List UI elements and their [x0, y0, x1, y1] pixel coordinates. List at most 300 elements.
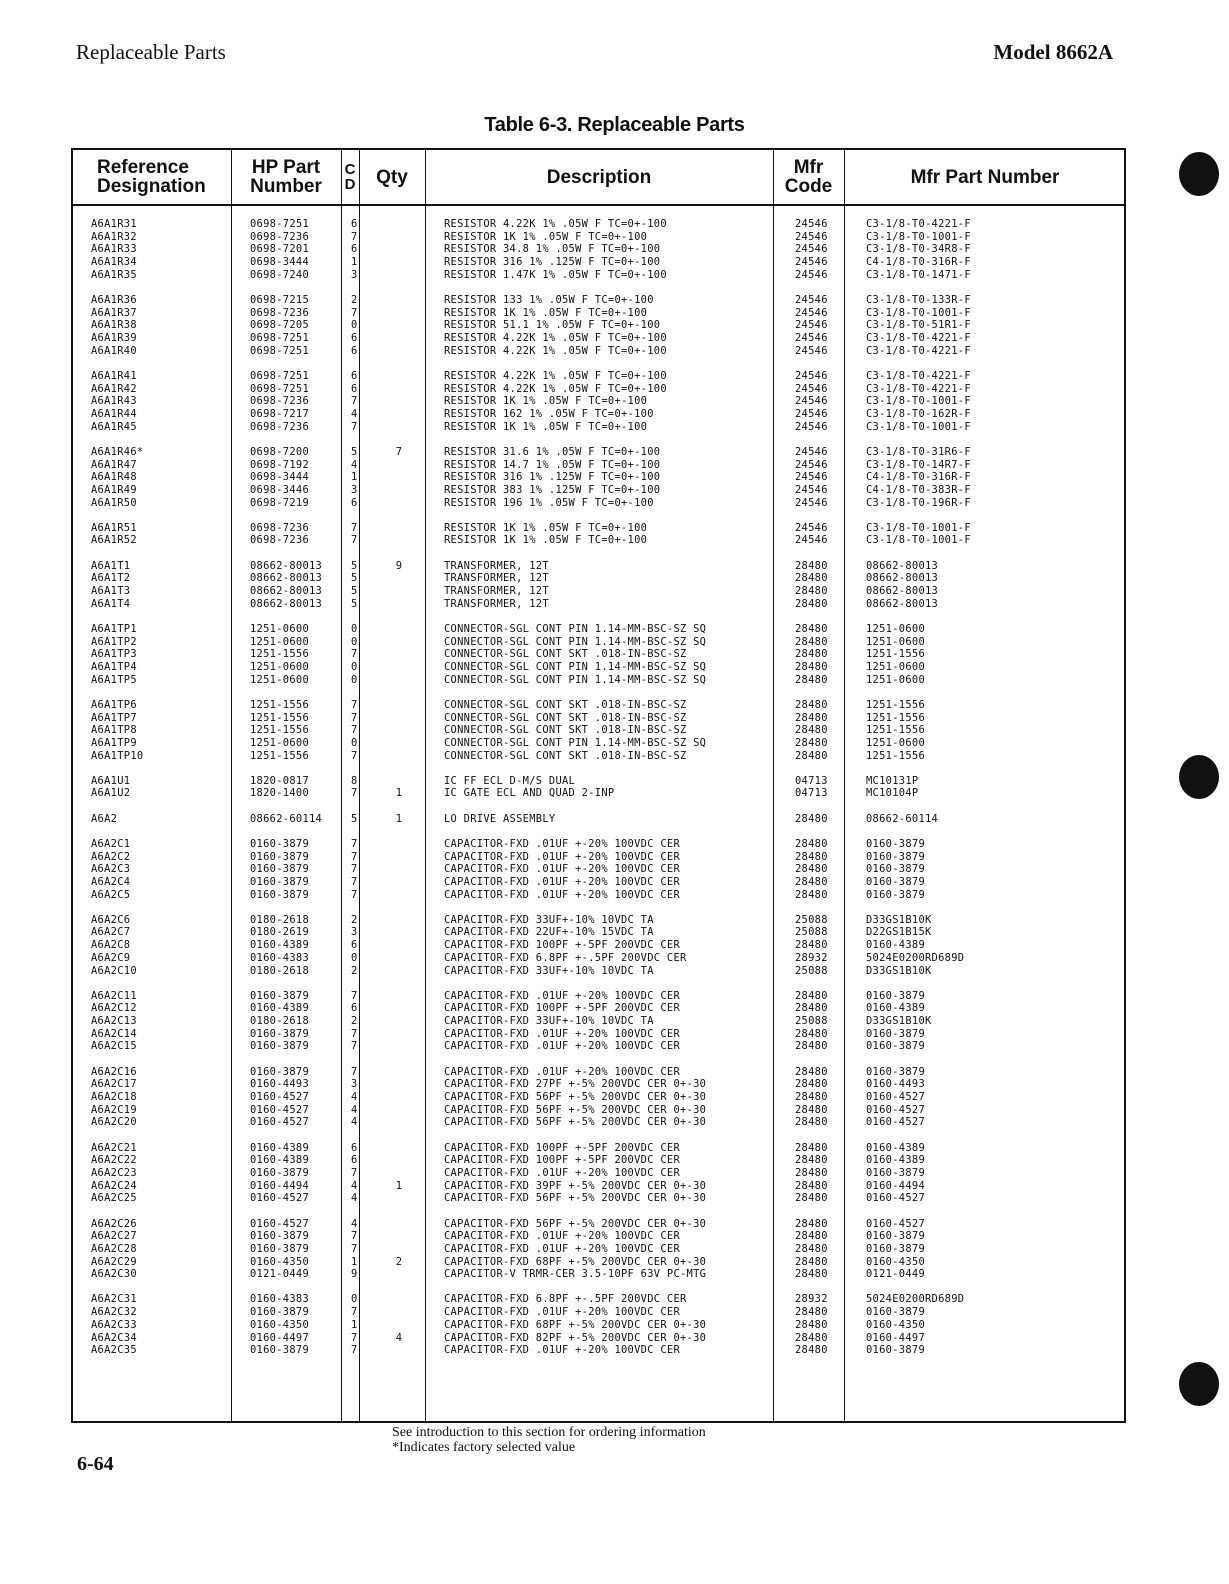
cell-mpn: C4-1/8-T0-383R-F	[866, 483, 971, 496]
table-row	[73, 218, 1124, 231]
cell-mpn: D33GS1B10K	[866, 913, 932, 926]
cell-cd: 4	[351, 1192, 358, 1205]
cell-code: 28480	[795, 660, 828, 673]
col-header-text: Reference Designation	[97, 157, 206, 197]
table-row	[73, 1230, 1124, 1243]
cell-code: 28480	[795, 1306, 828, 1319]
cell-ref: A6A2C21	[91, 1141, 137, 1154]
cell-code: 24546	[795, 218, 828, 230]
cell-ref: A6A1R31	[91, 218, 137, 230]
table-row	[73, 319, 1124, 332]
cell-code: 28480	[795, 1242, 828, 1255]
cell-desc: RESISTOR 1K 1% .05W F TC=0+-100	[444, 521, 648, 534]
table-row	[73, 585, 1124, 598]
cell-pn: 0160-4527	[250, 1116, 310, 1129]
cell-code: 25088	[795, 964, 828, 977]
cell-pn: 08662-80013	[250, 597, 323, 610]
cell-code: 28480	[795, 711, 828, 724]
cell-mpn: 0160-3879	[866, 989, 926, 1002]
cell-cd: 5	[351, 597, 358, 610]
cell-pn: 0160-4494	[250, 1179, 310, 1192]
cell-code: 28480	[795, 888, 828, 901]
cell-mpn: C3-1/8-T0-31R6-F	[866, 445, 971, 458]
table-row	[73, 1306, 1124, 1319]
cell-code: 28480	[795, 1344, 828, 1357]
cell-cd: 7	[351, 1230, 358, 1243]
cell-cd: 7	[351, 698, 358, 711]
cell-pn: 0160-3879	[250, 1344, 310, 1357]
table-row	[73, 459, 1124, 472]
cell-qty: 1	[395, 1179, 403, 1192]
cell-ref: A6A2C2	[91, 850, 131, 863]
parts-rows	[73, 218, 1124, 1357]
table-row	[73, 471, 1124, 484]
table-row	[73, 712, 1124, 725]
table-row	[73, 307, 1124, 320]
cell-desc: CAPACITOR-FXD 22UF+-10% 15VDC TA	[444, 926, 654, 939]
table-row	[73, 256, 1124, 269]
table-row	[73, 775, 1124, 788]
cell-cd: 6	[351, 344, 358, 357]
cell-cd: 0	[351, 736, 358, 749]
cell-cd: 1	[351, 471, 358, 484]
cell-pn: 0160-3879	[250, 1242, 310, 1255]
cell-cd: 0	[351, 622, 358, 635]
cell-code: 24546	[795, 534, 828, 547]
cell-ref: A6A2C14	[91, 1027, 137, 1040]
cell-cd: 0	[351, 951, 358, 964]
cell-cd: 5	[351, 572, 358, 585]
cell-desc: CAPACITOR-FXD .01UF +-20% 100VDC CER	[444, 837, 681, 850]
cell-pn: 0698-7251	[250, 218, 310, 230]
cell-desc: CAPACITOR-FXD 33UF+-10% 10VDC TA	[444, 913, 654, 926]
cell-desc: CAPACITOR-FXD 100PF +-5PF 200VDC CER	[444, 1002, 681, 1015]
table-row	[73, 952, 1124, 965]
cell-desc: CAPACITOR-FXD .01UF +-20% 100VDC CER	[444, 1065, 681, 1078]
cell-desc: TRANSFORMER, 12T	[444, 585, 549, 597]
cell-code: 24546	[795, 319, 828, 332]
cell-code: 24546	[795, 483, 828, 496]
cell-mpn: 0160-3879	[866, 888, 926, 901]
cell-pn: 1251-1556	[250, 711, 310, 724]
table-row	[73, 737, 1124, 750]
col-header-qty	[359, 150, 425, 204]
cell-cd: 7	[351, 711, 358, 724]
cell-pn: 0160-3879	[250, 1166, 310, 1179]
cell-code: 24546	[795, 407, 828, 420]
cell-mpn: 0160-4350	[866, 1255, 926, 1268]
cell-code: 28480	[795, 989, 828, 1002]
cell-cd: 3	[351, 268, 358, 281]
table-row	[73, 269, 1124, 282]
cell-cd: 0	[351, 635, 358, 648]
cell-mpn: C4-1/8-T0-316R-F	[866, 471, 971, 484]
cell-cd: 8	[351, 774, 358, 787]
cell-pn: 1251-0600	[250, 673, 310, 686]
table-row	[73, 598, 1124, 611]
table-row	[73, 345, 1124, 358]
cell-code: 28480	[795, 1166, 828, 1179]
cell-mpn: MC10104P	[866, 787, 919, 800]
cell-pn: 1820-1400	[250, 787, 310, 800]
cell-code: 04713	[795, 774, 828, 787]
cell-code: 28480	[795, 1078, 828, 1091]
cell-cd: 7	[351, 850, 358, 863]
cell-code: 24546	[795, 293, 828, 306]
cell-desc: RESISTOR 1K 1% .05W F TC=0+-100	[444, 306, 648, 319]
cell-pn: 1251-0600	[250, 635, 310, 648]
cell-desc: CAPACITOR-FXD 82PF +-5% 200VDC CER 0+-30	[444, 1331, 707, 1344]
cell-cd: 1	[351, 1318, 358, 1331]
cell-desc: LO DRIVE ASSEMBLY	[444, 812, 556, 825]
table-row	[73, 965, 1124, 978]
cell-ref: A6A1R42	[91, 382, 137, 395]
cell-cd: 6	[351, 496, 358, 509]
cell-pn: 0698-7236	[250, 521, 310, 534]
cell-code: 28480	[795, 559, 828, 572]
cell-code: 28480	[795, 1192, 828, 1205]
cell-code: 24546	[795, 243, 828, 256]
cell-qty: 4	[395, 1331, 403, 1344]
cell-mpn: 0160-4497	[866, 1331, 926, 1344]
cell-code: 24546	[795, 445, 828, 458]
cell-pn: 0698-7236	[250, 230, 310, 243]
cell-cd: 7	[351, 534, 358, 547]
table-row	[73, 1015, 1124, 1028]
cell-cd: 7	[351, 787, 358, 800]
cell-desc: TRANSFORMER, 12T	[444, 572, 549, 585]
cell-mpn: 0160-4527	[866, 1091, 926, 1103]
cell-cd: 9	[351, 1268, 358, 1281]
cell-ref: A6A1T2	[91, 572, 131, 585]
cell-ref: A6A2C1	[91, 837, 131, 850]
cell-mpn: C4-1/8-T0-316R-F	[866, 256, 971, 269]
col-header-description	[425, 150, 773, 204]
col-header-mfr-part-number	[844, 150, 1126, 204]
page-number: 6-64	[77, 1453, 114, 1475]
cell-qty: 1	[395, 812, 403, 825]
cell-cd: 4	[351, 458, 358, 471]
cell-cd: 6	[351, 243, 358, 256]
cell-cd: 7	[351, 420, 358, 433]
table-row	[73, 497, 1124, 510]
cell-desc: CONNECTOR-SGL CONT SKT .018-IN-BSC-SZ	[444, 724, 687, 737]
cell-desc: RESISTOR 133 1% .05W F TC=0+-100	[444, 293, 654, 306]
cell-pn: 0160-4497	[250, 1331, 310, 1344]
cell-code: 24546	[795, 230, 828, 243]
cell-mpn: 1251-1556	[866, 749, 926, 762]
cell-code: 24546	[795, 344, 828, 357]
cell-cd: 7	[351, 863, 358, 876]
cell-ref: A6A1R38	[91, 319, 137, 332]
cell-ref: A6A2C18	[91, 1091, 137, 1103]
cell-mpn: C3-1/8-T0-51R1-F	[866, 319, 971, 332]
table-row	[73, 851, 1124, 864]
cell-mpn: 0160-3879	[866, 875, 926, 888]
cell-cd: 6	[351, 332, 358, 344]
cell-cd: 7	[351, 989, 358, 1002]
cell-desc: CAPACITOR-FXD 27PF +-5% 200VDC CER 0+-30	[444, 1078, 707, 1091]
cell-ref: A6A2C29	[91, 1255, 137, 1268]
table-row	[73, 1116, 1124, 1129]
cell-code: 28480	[795, 812, 828, 825]
table-row	[73, 1218, 1124, 1231]
cell-mpn: C3-1/8-T0-133R-F	[866, 293, 971, 306]
cell-pn: 08662-80013	[250, 572, 323, 585]
cell-mpn: D33GS1B10K	[866, 964, 932, 977]
cell-desc: RESISTOR 316 1% .125W F TC=0+-100	[444, 256, 661, 269]
table-row	[73, 484, 1124, 497]
cell-pn: 0698-7236	[250, 534, 310, 547]
col-header-text: C D	[344, 161, 356, 193]
cell-mpn: 0160-3879	[866, 850, 926, 863]
cell-code: 24546	[795, 332, 828, 344]
col-header-hp-part-number	[231, 150, 341, 204]
cell-ref: A6A1TP10	[91, 749, 144, 762]
cell-cd: 7	[351, 395, 358, 408]
table-row	[73, 395, 1124, 408]
cell-pn: 0698-7215	[250, 293, 310, 306]
cell-ref: A6A1R37	[91, 306, 137, 319]
cell-mpn: 1251-0600	[866, 660, 926, 673]
cell-mpn: 08662-60114	[866, 812, 939, 825]
cell-desc: RESISTOR 1K 1% .05W F TC=0+-100	[444, 395, 648, 408]
cell-cd: 5	[351, 559, 358, 572]
cell-ref: A6A2C17	[91, 1078, 137, 1091]
cell-ref: A6A2C15	[91, 1040, 137, 1053]
cell-ref: A6A1R50	[91, 496, 137, 509]
cell-pn: 0180-2619	[250, 926, 310, 939]
cell-mpn: 0160-4389	[866, 939, 926, 952]
table-row	[73, 939, 1124, 952]
table-row	[73, 1066, 1124, 1079]
cell-desc: RESISTOR 4.22K 1% .05W F TC=0+-100	[444, 369, 667, 382]
cell-pn: 0160-3879	[250, 837, 310, 850]
cell-ref: A6A1TP1	[91, 622, 137, 635]
table-row	[73, 1154, 1124, 1167]
cell-mpn: C3-1/8-T0-1001-F	[866, 521, 971, 534]
cell-pn: 0698-7217	[250, 407, 310, 420]
cell-code: 28480	[795, 1179, 828, 1192]
cell-ref: A6A1R51	[91, 521, 137, 534]
cell-code: 24546	[795, 256, 828, 269]
cell-desc: RESISTOR 4.22K 1% .05W F TC=0+-100	[444, 218, 667, 230]
cell-cd: 6	[351, 1141, 358, 1154]
cell-desc: RESISTOR 316 1% .125W F TC=0+-100	[444, 471, 661, 484]
cell-cd: 7	[351, 1242, 358, 1255]
cell-pn: 0160-4389	[250, 939, 310, 952]
cell-mpn: C3-1/8-T0-4221-F	[866, 218, 971, 230]
cell-ref: A6A2C4	[91, 875, 131, 888]
cell-pn: 0160-4383	[250, 951, 310, 964]
cell-ref: A6A2C13	[91, 1015, 137, 1028]
cell-code: 24546	[795, 369, 828, 382]
table-row	[73, 1104, 1124, 1117]
cell-cd: 7	[351, 837, 358, 850]
cell-pn: 0160-4350	[250, 1255, 310, 1268]
factory-selected-note: *Indicates factory selected value	[392, 1440, 576, 1455]
cell-desc: CAPACITOR-FXD .01UF +-20% 100VDC CER	[444, 850, 681, 863]
cell-pn: 0160-4383	[250, 1293, 310, 1306]
cell-mpn: 0160-3879	[866, 837, 926, 850]
cell-ref: A6A1T3	[91, 585, 131, 597]
cell-pn: 0698-7251	[250, 344, 310, 357]
cell-ref: A6A1R35	[91, 268, 137, 281]
table-row	[73, 332, 1124, 345]
cell-mpn: 1251-0600	[866, 736, 926, 749]
cell-mpn: C3-1/8-T0-14R7-F	[866, 458, 971, 471]
cell-qty: 9	[395, 559, 403, 572]
cell-desc: RESISTOR 4.22K 1% .05W F TC=0+-100	[444, 344, 667, 357]
cell-ref: A6A2C22	[91, 1154, 137, 1167]
cell-ref: A6A2C12	[91, 1002, 137, 1015]
binder-hole	[1179, 152, 1219, 196]
cell-code: 24546	[795, 458, 828, 471]
cell-pn: 0698-7251	[250, 332, 310, 344]
table-row	[73, 699, 1124, 712]
table-row	[73, 1180, 1124, 1193]
cell-cd: 1	[351, 1255, 358, 1268]
cell-pn: 0160-4527	[250, 1217, 310, 1230]
cell-desc: RESISTOR 4.22K 1% .05W F TC=0+-100	[444, 382, 667, 395]
cell-ref: A6A1R48	[91, 471, 137, 484]
cell-pn: 0180-2618	[250, 1015, 310, 1028]
binder-hole	[1179, 1362, 1219, 1406]
cell-mpn: C3-1/8-T0-1001-F	[866, 306, 971, 319]
cell-ref: A6A2C24	[91, 1179, 137, 1192]
cell-ref: A6A1R45	[91, 420, 137, 433]
table-row	[73, 383, 1124, 396]
cell-ref: A6A2C9	[91, 951, 131, 964]
cell-cd: 7	[351, 888, 358, 901]
cell-desc: RESISTOR 4.22K 1% .05W F TC=0+-100	[444, 332, 667, 344]
cell-code: 28480	[795, 749, 828, 762]
cell-cd: 7	[351, 1331, 358, 1344]
cell-code: 28480	[795, 939, 828, 952]
cell-cd: 7	[351, 648, 358, 661]
cell-desc: CONNECTOR-SGL CONT PIN 1.14-MM-BSC-SZ SQ	[444, 660, 707, 673]
table-row	[73, 231, 1124, 244]
cell-mpn: 1251-0600	[866, 622, 926, 635]
cell-ref: A6A1TP7	[91, 711, 137, 724]
cell-code: 28480	[795, 724, 828, 737]
cell-cd: 7	[351, 1065, 358, 1078]
table-row	[73, 243, 1124, 256]
col-header-text: Description	[546, 166, 652, 188]
parts-table	[71, 148, 1126, 1423]
cell-code: 28480	[795, 1255, 828, 1268]
running-header-model: Model 8662A	[993, 40, 1113, 64]
table-row	[73, 1040, 1124, 1053]
cell-pn: 0160-3879	[250, 1065, 310, 1078]
cell-desc: CAPACITOR-FXD .01UF +-20% 100VDC CER	[444, 1230, 681, 1243]
cell-desc: CONNECTOR-SGL CONT SKT .018-IN-BSC-SZ	[444, 648, 687, 661]
cell-ref: A6A1R41	[91, 369, 137, 382]
cell-cd: 5	[351, 812, 358, 825]
col-header-text: Mfr Code	[784, 157, 833, 197]
cell-code: 28480	[795, 1040, 828, 1053]
cell-cd: 4	[351, 1179, 358, 1192]
cell-desc: CAPACITOR-FXD 39PF +-5% 200VDC CER 0+-30	[444, 1179, 707, 1192]
cell-mpn: 0160-3879	[866, 1306, 926, 1319]
cell-cd: 2	[351, 964, 358, 977]
cell-code: 28480	[795, 1027, 828, 1040]
cell-cd: 7	[351, 724, 358, 737]
cell-pn: 0160-3879	[250, 875, 310, 888]
table-row	[73, 926, 1124, 939]
cell-mpn: 1251-0600	[866, 635, 926, 648]
col-header-text: Mfr Part Number	[910, 166, 1060, 188]
cell-desc: IC GATE ECL AND QUAD 2-INP	[444, 787, 615, 800]
cell-code: 28480	[795, 572, 828, 585]
cell-ref: A6A2C35	[91, 1344, 137, 1357]
table-row	[73, 1293, 1124, 1306]
cell-code: 28480	[795, 1318, 828, 1331]
cell-ref: A6A1R34	[91, 256, 137, 269]
cell-ref: A6A1TP9	[91, 736, 137, 749]
cell-cd: 0	[351, 673, 358, 686]
cell-cd: 7	[351, 230, 358, 243]
cell-pn: 0160-3879	[250, 989, 310, 1002]
cell-mpn: 0160-3879	[866, 1166, 926, 1179]
cell-cd: 5	[351, 445, 358, 458]
cell-code: 24546	[795, 306, 828, 319]
cell-pn: 0160-3879	[250, 1230, 310, 1243]
cell-desc: CAPACITOR-FXD .01UF +-20% 100VDC CER	[444, 863, 681, 876]
cell-mpn: 0160-3879	[866, 863, 926, 876]
cell-desc: CAPACITOR-FXD 56PF +-5% 200VDC CER 0+-30	[444, 1192, 707, 1205]
cell-cd: 6	[351, 382, 358, 395]
cell-cd: 0	[351, 660, 358, 673]
cell-desc: CAPACITOR-FXD .01UF +-20% 100VDC CER	[444, 888, 681, 901]
cell-pn: 0160-3879	[250, 1306, 310, 1319]
cell-mpn: 0160-4494	[866, 1179, 926, 1192]
cell-ref: A6A1TP5	[91, 673, 137, 686]
cell-mpn: 0160-3879	[866, 1344, 926, 1357]
cell-pn: 0698-7200	[250, 445, 310, 458]
ordering-note: See introduction to this section for ordering information	[392, 1425, 706, 1440]
cell-ref: A6A2C16	[91, 1065, 137, 1078]
cell-cd: 3	[351, 1078, 358, 1091]
cell-pn: 0160-3879	[250, 888, 310, 901]
cell-desc: CONNECTOR-SGL CONT PIN 1.14-MM-BSC-SZ SQ	[444, 673, 707, 686]
cell-code: 28480	[795, 597, 828, 610]
cell-code: 25088	[795, 926, 828, 939]
cell-ref: A6A2C8	[91, 939, 131, 952]
cell-ref: A6A1R43	[91, 395, 137, 408]
table-row	[73, 1167, 1124, 1180]
cell-code: 28480	[795, 585, 828, 597]
cell-code: 28480	[795, 736, 828, 749]
table-row	[73, 294, 1124, 307]
cell-pn: 1251-0600	[250, 736, 310, 749]
cell-desc: CONNECTOR-SGL CONT SKT .018-IN-BSC-SZ	[444, 711, 687, 724]
cell-code: 28480	[795, 837, 828, 850]
cell-pn: 0160-4350	[250, 1318, 310, 1331]
cell-desc: RESISTOR 383 1% .125W F TC=0+-100	[444, 483, 661, 496]
cell-pn: 0698-7201	[250, 243, 310, 256]
cell-ref: A6A1R39	[91, 332, 137, 344]
cell-desc: RESISTOR 1.47K 1% .05W F TC=0+-100	[444, 268, 667, 281]
cell-ref: A6A2C23	[91, 1166, 137, 1179]
cell-ref: A6A1T1	[91, 559, 131, 572]
table-row	[73, 1091, 1124, 1104]
cell-desc: CAPACITOR-FXD 56PF +-5% 200VDC CER 0+-30	[444, 1217, 707, 1230]
cell-ref: A6A1TP3	[91, 648, 137, 661]
cell-ref: A6A2C33	[91, 1318, 137, 1331]
cell-code: 25088	[795, 913, 828, 926]
cell-pn: 0160-4389	[250, 1141, 310, 1154]
